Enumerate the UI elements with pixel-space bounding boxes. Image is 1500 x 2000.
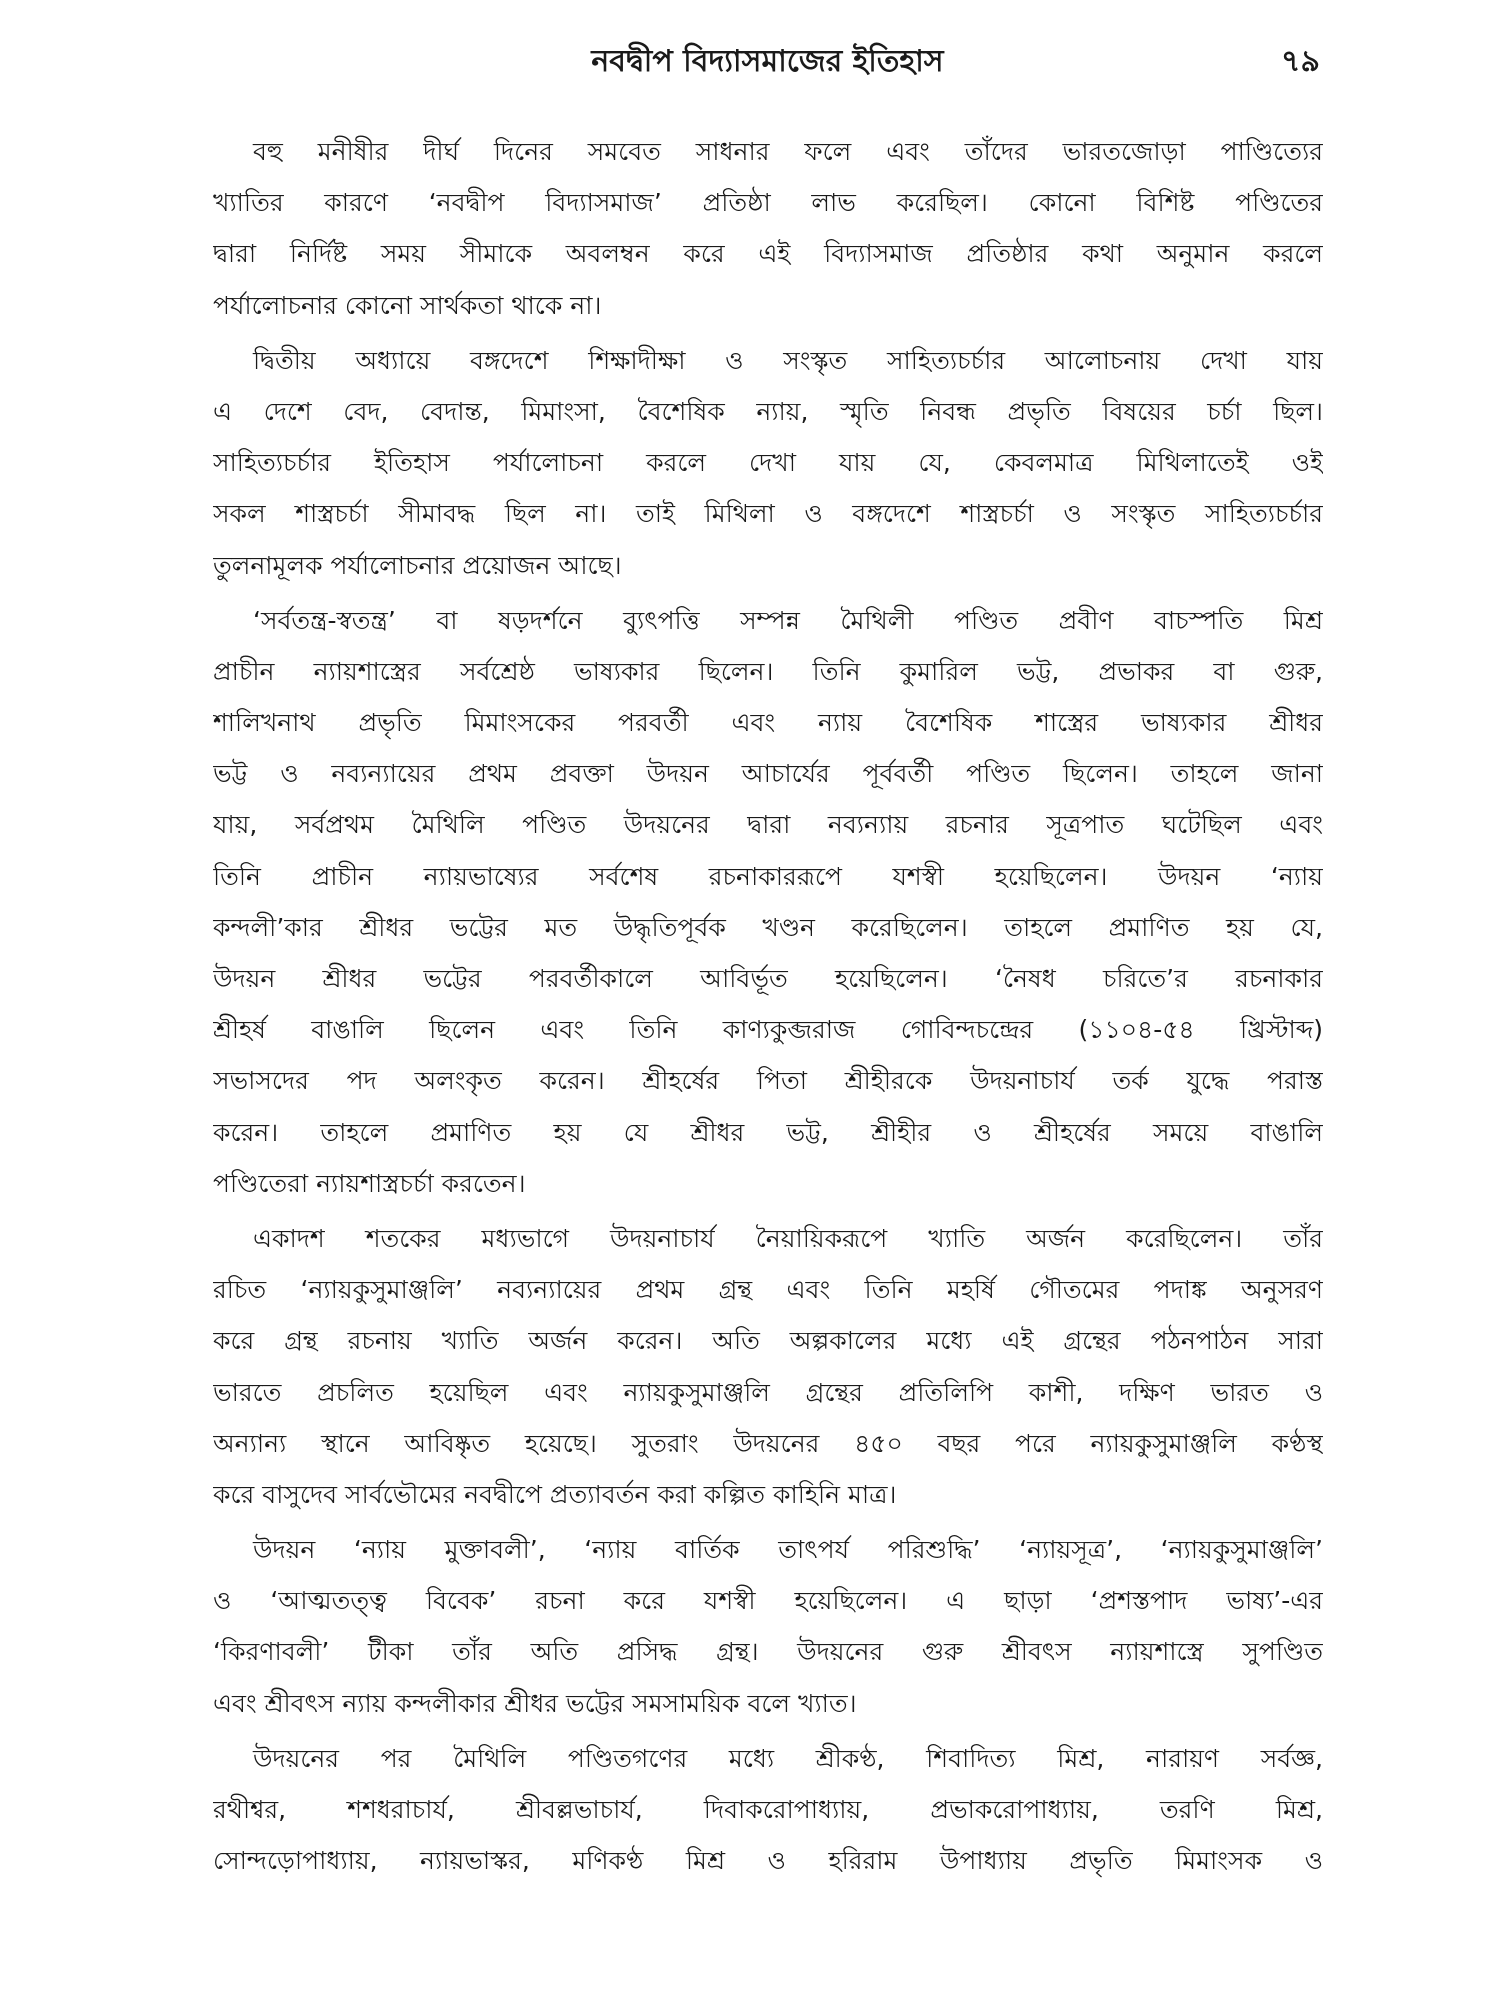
text-line: ভট্ট ও নব্যন্যায়ের প্রথম প্রবক্তা উদয়ন আচার্যের পূর্ববর্তী পণ্ডিত ছিলেন। তাহলে জানা [213, 759, 1323, 789]
text-line: পণ্ডিতেরা ন্যায়শাস্ত্রচর্চা করতেন। [213, 1168, 526, 1198]
text-line: উদয়ন শ্রীধর ভট্টের পরবর্তীকালে আবির্ভূত হয়েছিলেন। ‘নৈষধ চরিতে’র রচনাকার [213, 964, 1323, 993]
text-line: শ্রীহর্ষ বাঙালি ছিলেন এবং তিনি কাণ্যকুব্জরাজ গোবিন্দচন্দ্রের (১১০৪-৫৪ খ্রিস্টাব্দ) [213, 1015, 1323, 1045]
text-line: যায়, সর্বপ্রথম মৈথিলি পণ্ডিত উদয়নের দ্বারা নব্যন্যায় রচনার সূত্রপাত ঘটেছিল এবং [213, 810, 1323, 840]
text-line: করেন। তাহলে প্রমাণিত হয় যে শ্রীধর ভট্ট, শ্রীহীর ও শ্রীহর্ষের সময়ে বাঙালি [213, 1117, 1323, 1147]
text-line: ‘কিরণাবলী’ টীকা তাঁর অতি প্রসিদ্ধ গ্রন্থ। উদয়নের গুরু শ্রীবৎস ন্যায়শাস্ত্রে সুপণ্ডিত [213, 1637, 1323, 1667]
text-line: উদয়ন ‘ন্যায় মুক্তাবলী’, ‘ন্যায় বার্তিক তাৎপর্য পরিশুদ্ধি’ ‘ন্যায়সূত্র’, ‘ন্যায়কুসুমাঞ্জলি’ [253, 1535, 1323, 1565]
paragraph-1 [213, 126, 1323, 331]
text-line: সাহিত্যচর্চার ইতিহাস পর্যালোচনা করলে দেখা যায় যে, কেবলমাত্র মিথিলাতেই ওই [213, 448, 1323, 478]
text-line: সভাসদের পদ অলংকৃত করেন। শ্রীহর্ষের পিতা শ্রীহীরকে উদয়নাচার্য তর্ক যুদ্ধে পরাস্ত [213, 1066, 1323, 1096]
text-line: ও ‘আত্মতত্ত্ব বিবেক’ রচনা করে যশস্বী হয়েছিলেন। এ ছাড়া ‘প্রশস্তপাদ ভাষ্য’-এর [213, 1586, 1323, 1616]
text-line: শালিখনাথ প্রভৃতি মিমাংসকের পরবর্তী এবং ন্যায় বৈশেষিক শাস্ত্রের ভাষ্যকার শ্রীধর [213, 708, 1323, 738]
paragraph-2 [213, 335, 1323, 591]
text-line: করে বাসুদেব সার্বভৌমের নবদ্বীপে প্রত্যাবর্তন করা কল্পিত কাহিনি মাত্র। [213, 1479, 897, 1509]
text-line: কন্দলী’কার শ্রীধর ভট্টের মত উদ্ধৃতিপূর্বক খণ্ডন করেছিলেন। তাহলে প্রমাণিত হয় যে, [213, 912, 1323, 942]
text-line: করে গ্রন্থ রচনায় খ্যাতি অর্জন করেন। অতি অল্পকালের মধ্যে এই গ্রন্থের পঠনপাঠন সারা [213, 1326, 1323, 1356]
text-line: তুলনামূলক পর্যালোচনার প্রয়োজন আছে। [213, 550, 622, 580]
paragraph-3 [213, 595, 1323, 1209]
text-line: ভারতে প্রচলিত হয়েছিল এবং ন্যায়কুসুমাঞ্জলি গ্রন্থের প্রতিলিপি কাশী, দক্ষিণ ভারত ও [213, 1377, 1323, 1407]
running-header [215, 34, 1320, 90]
paragraph-4 [213, 1213, 1323, 1520]
page-number: ৭৯ [1281, 44, 1320, 79]
text-line: দ্বিতীয় অধ্যায়ে বঙ্গদেশে শিক্ষাদীক্ষা ও সংস্কৃত সাহিত্যচর্চার আলোচনায় দেখা যায় [253, 345, 1323, 375]
text-line: দ্বারা নির্দিষ্ট সময় সীমাকে অবলম্বন করে এই বিদ্যাসমাজ প্রতিষ্ঠার কথা অনুমান করলে [213, 239, 1323, 269]
text-line: রচিত ‘ন্যায়কুসুমাঞ্জলি’ নব্যন্যায়ের প্রথম গ্রন্থ এবং তিনি মহর্ষি গৌতমের পদাঙ্ক অনুসরণ [213, 1275, 1323, 1305]
text-line: রথীশ্বর, শশধরাচার্য, শ্রীবল্লভাচার্য, দিবাকরোপাধ্যায়, প্রভাকরোপাধ্যায়, তরণি মিশ্র, [213, 1795, 1323, 1824]
text-line: সকল শাস্ত্রচর্চা সীমাবদ্ধ ছিল না। তাই মিথিলা ও বঙ্গদেশে শাস্ত্রচর্চা ও সংস্কৃত সাহিত্যচর্চার [213, 499, 1323, 529]
paragraph-5 [213, 1524, 1323, 1729]
text-line: অন্যান্য স্থানে আবিষ্কৃত হয়েছে। সুতরাং উদয়নের ৪৫০ বছর পরে ন্যায়কুসুমাঞ্জলি কণ্ঠস্থ [213, 1428, 1323, 1458]
text-line: তিনি প্রাচীন ন্যায়ভাষ্যের সর্বশেষ রচনাকাররূপে যশস্বী হয়েছিলেন। উদয়ন ‘ন্যায় [213, 861, 1323, 891]
paragraph-6 [213, 1733, 1323, 1887]
text-line: একাদশ শতকের মধ্যভাগে উদয়নাচার্য নৈয়ায়িকরূপে খ্যাতি অর্জন করেছিলেন। তাঁর [253, 1223, 1323, 1253]
header-title: নবদ্বীপ বিদ্যাসমাজের ইতিহাস [591, 44, 944, 79]
text-line: ‘সর্বতন্ত্র-স্বতন্ত্র’ বা ষড়দর্শনে ব্যুৎপত্তি সম্পন্ন মৈথিলী পণ্ডিত প্রবীণ বাচস্পতি মিশ্র [253, 605, 1323, 635]
text-line: পর্যালোচনার কোনো সার্থকতা থাকে না। [213, 290, 602, 320]
text-line: বহু মনীষীর দীর্ঘ দিনের সমবেত সাধনার ফলে এবং তাঁদের ভারতজোড়া পাণ্ডিত্যের [253, 137, 1323, 166]
text-line: এ দেশে বেদ, বেদান্ত, মিমাংসা, বৈশেষিক ন্যায়, স্মৃতি নিবন্ধ প্রভৃতি বিষয়ের চর্চা ছিল। [213, 396, 1323, 426]
text-line: সোন্দড়োপাধ্যায়, ন্যায়ভাস্কর, মণিকণ্ঠ মিশ্র ও হরিরাম উপাধ্যায় প্রভৃতি মিমাংসক ও [213, 1846, 1323, 1876]
text-line: এবং শ্রীবৎস ন্যায় কন্দলীকার শ্রীধর ভট্টের সমসাময়িক বলে খ্যাত। [213, 1688, 857, 1718]
text-line: উদয়নের পর মৈথিলি পণ্ডিতগণের মধ্যে শ্রীকণ্ঠ, শিবাদিত্য মিশ্র, নারায়ণ সর্বজ্ঞ, [253, 1743, 1323, 1773]
text-line: প্রাচীন ন্যায়শাস্ত্রের সর্বশ্রেষ্ঠ ভাষ্যকার ছিলেন। তিনি কুমারিল ভট্ট, প্রভাকর বা গুরু, [213, 656, 1323, 686]
body-text [213, 126, 1323, 1886]
text-line: খ্যাতির কারণে ‘নবদ্বীপ বিদ্যাসমাজ’ প্রতিষ্ঠা লাভ করেছিল। কোনো বিশিষ্ট পণ্ডিতের [213, 188, 1323, 218]
